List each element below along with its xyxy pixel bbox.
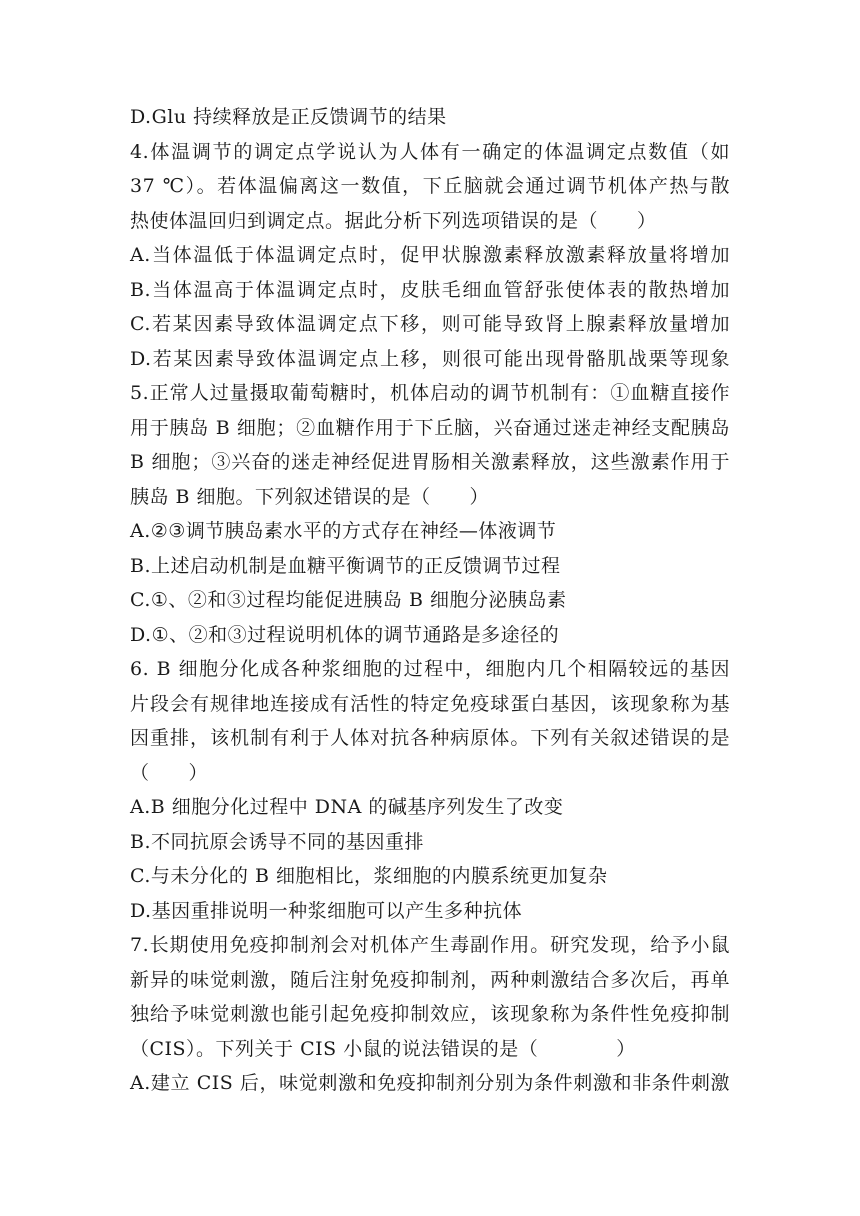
text-line: 独给予味觉刺激也能引起免疫抑制效应，该现象称为条件性免疫抑制 xyxy=(130,1003,730,1025)
text-line: B.上述启动机制是血糖平衡调节的正反馈调节过程 xyxy=(130,554,561,577)
text-line: 6. B 细胞分化成各种浆细胞的过程中，细胞内几个相隔较远的基因 xyxy=(130,658,730,680)
document-page xyxy=(130,100,730,1101)
text-line: D.若某因素导致体温调定点上移，则很可能出现骨骼肌战栗等现象 xyxy=(130,347,730,370)
text-line: 用于胰岛 B 细胞；②血糖作用于下丘脑，兴奋通过迷走神经支配胰岛 xyxy=(130,416,730,439)
text-line: D.①、②和③过程说明机体的调节通路是多途径的 xyxy=(130,623,560,646)
text-line: A.建立 CIS 后，味觉刺激和免疫抑制剂分别为条件刺激和非条件刺激 xyxy=(130,1072,730,1094)
text-line: A.当体温低于体温调定点时，促甲状腺激素释放激素释放量将增加 xyxy=(130,244,730,266)
text-line: （ ） xyxy=(130,761,209,784)
text-line: C.若某因素导致体温调定点下移，则可能导致肾上腺素释放量增加 xyxy=(130,313,730,335)
text-line: 7.长期使用免疫抑制剂会对机体产生毒副作用。研究发现，给予小鼠 xyxy=(130,934,730,956)
text-line: 片段会有规律地连接成有活性的特定免疫球蛋白基因，该现象称为基 xyxy=(130,692,730,715)
text-line: 5.正常人过量摄取葡萄糖时，机体启动的调节机制有：①血糖直接作 xyxy=(130,382,730,404)
text-line: C.与未分化的 B 细胞相比，浆细胞的内膜系统更加复杂 xyxy=(130,865,608,887)
text-line: D.Glu 持续释放是正反馈调节的结果 xyxy=(130,106,447,128)
text-line: 4.体温调节的调定点学说认为人体有一确定的体温调定点数值（如 xyxy=(130,140,730,163)
text-line: （CIS）。下列关于 CIS 小鼠的说法错误的是（ ） xyxy=(130,1037,636,1060)
text-line: B 细胞；③兴奋的迷走神经促进胃肠相关激素释放，这些激素作用于 xyxy=(130,451,730,473)
text-line: 新异的味觉刺激，随后注射免疫抑制剂，两种刺激结合多次后，再单 xyxy=(130,968,730,991)
text-line: B.不同抗原会诱导不同的基因重排 xyxy=(130,830,425,853)
text-line: C.①、②和③过程均能促进胰岛 B 细胞分泌胰岛素 xyxy=(130,589,567,611)
text-line: A.B 细胞分化过程中 DNA 的碱基序列发生了改变 xyxy=(130,796,564,818)
text-line: B.当体温高于体温调定点时，皮肤毛细血管舒张使体表的散热增加 xyxy=(130,278,730,301)
text-line: 热使体温回归到调定点。据此分析下列选项错误的是（ ） xyxy=(130,209,657,232)
text-line: 37 ℃）。若体温偏离这一数值，下丘脑就会通过调节机体产热与散 xyxy=(130,175,730,197)
text-line: D.基因重排说明一种浆细胞可以产生多种抗体 xyxy=(130,899,523,922)
text-line: 因重排，该机制有利于人体对抗各种病原体。下列有关叙述错误的是 xyxy=(130,727,730,749)
text-line: 胰岛 B 细胞。下列叙述错误的是（ ） xyxy=(130,485,490,508)
text-line: A.②③调节胰岛素水平的方式存在神经—体液调节 xyxy=(130,520,557,542)
